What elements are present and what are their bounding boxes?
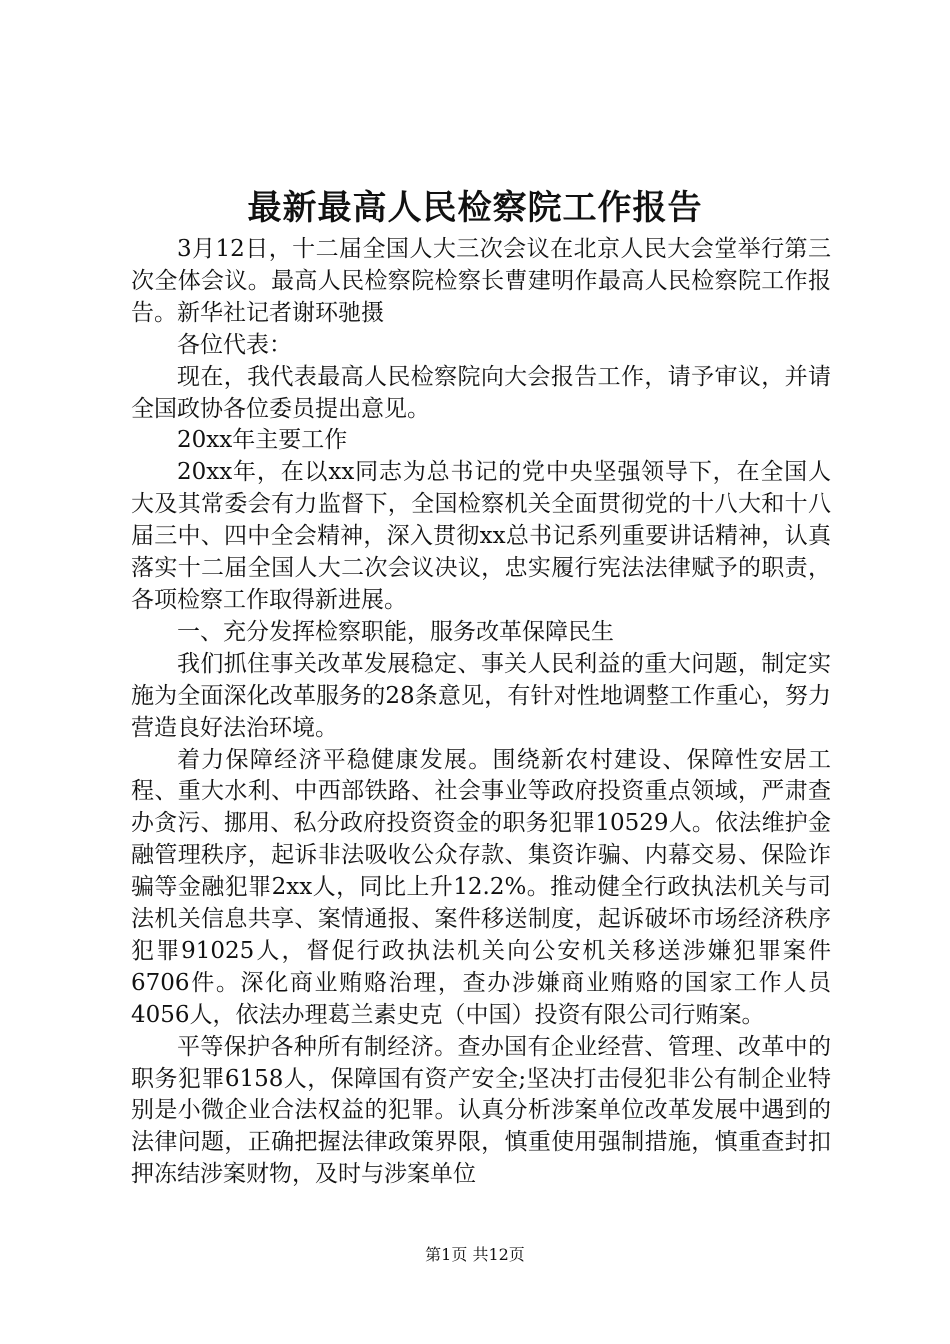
paragraph: 20xx年，在以xx同志为总书记的党中央坚强领导下，在全国人大及其常委会有力监督下，全国检察机关全面贯彻党的十八大和十八届三中、四中全会精神，深入贯彻xx总书记系列重要讲话精神，认真落实十二届全国人大二次会议决议，忠实履行宪法法律赋予的职责，各项检察工作取得新进展。 (131, 459, 831, 613)
paragraph: 3月12日，十二届全国人大三次会议在北京人民大会堂举行第三次全体会议。最高人民检察院检察长曹建明作最高人民检察院工作报告。新华社记者谢环驰摄 (131, 236, 831, 326)
section-heading: 一、充分发挥检察职能，服务改革保障民生 (177, 618, 614, 645)
paragraph: 着力保障经济平稳健康发展。围绕新农村建设、保障性安居工程、重大水利、中西部铁路、社会事业等政府投资重点领域，严肃查办贪污、挪用、私分政府投资资金的职务犯罪10529人。依法维护金融管理秩序，起诉非法吸收公众存款、集资诈骗、内幕交易、保险诈骗等金融犯罪2xx人，同比上升12.2%。推动健全行政执法机关与司法机关信息共享、案情通报、案件移送制度，起诉破坏市场经济秩序犯罪91025人，督促行政执法机关向公安机关移送涉嫌犯罪案件6706件。深化商业贿赂治理，查办涉嫌商业贿赂的国家工作人员4056人，依法办理葛兰素史克（中国）投资有限公司行贿案。 (131, 746, 831, 1028)
section-heading: 20xx年主要工作 (177, 427, 348, 454)
paragraph: 各位代表： (177, 331, 292, 358)
page-footer: 第1页 共12页 (425, 1245, 525, 1264)
paragraph: 我们抓住事关改革发展稳定、事关人民利益的重大问题，制定实施为全面深化改革服务的28条意见，有针对性地调整工作重心，努力营造良好法治环境。 (131, 650, 831, 741)
document-body (131, 234, 831, 1191)
paragraph: 现在，我代表最高人民检察院向大会报告工作，请予审议，并请全国政协各位委员提出意见。 (131, 363, 831, 422)
paragraph: 平等保护各种所有制经济。查办国有企业经营、管理、改革中的职务犯罪6158人，保障国有资产安全;坚决打击侵犯非公有制企业特别是小微企业合法权益的犯罪。认真分析涉案单位改革发展中遇到的法律问题，正确把握法律政策界限，慎重使用强制措施，慎重查封扣押冻结涉案财物，及时与涉案单位 (131, 1033, 831, 1188)
document-title: 最新最高人民检察院工作报告 (247, 188, 703, 228)
